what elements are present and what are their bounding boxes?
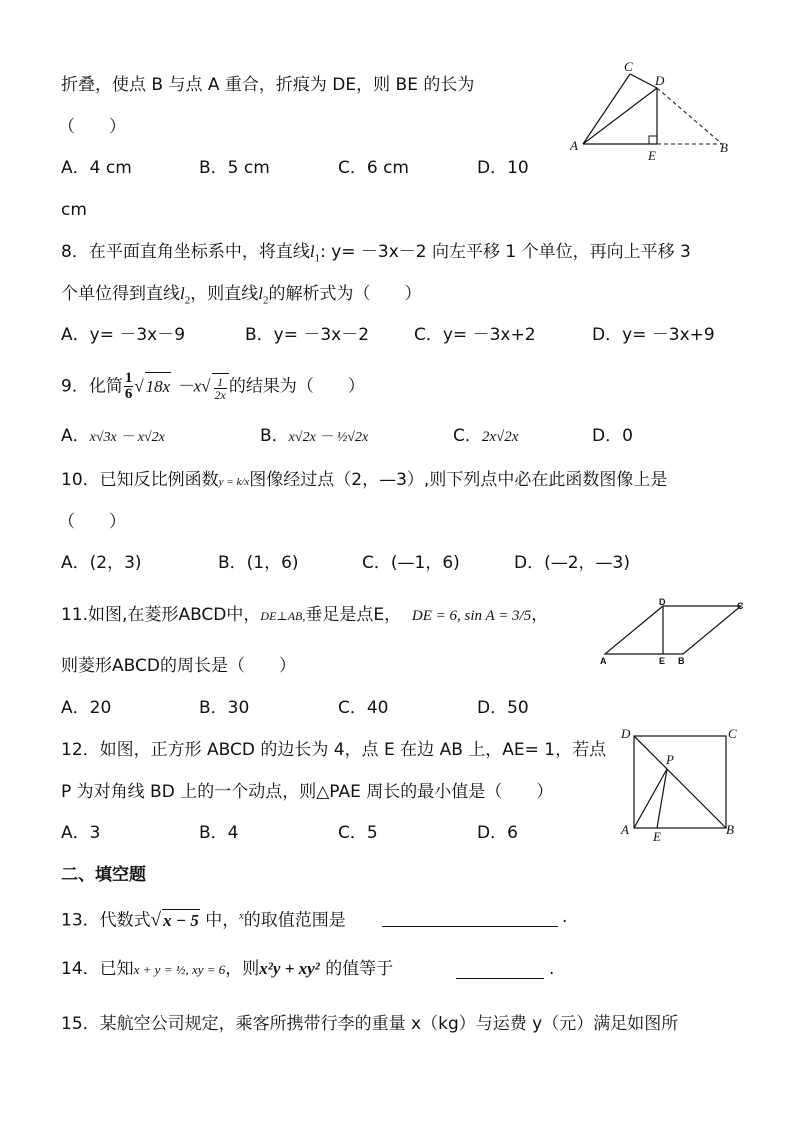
- q11-rhombus-figure: [595, 596, 755, 668]
- q12-label-a: A: [621, 822, 629, 837]
- q12-label-d: D: [621, 726, 631, 741]
- q12-option-c[interactable]: C．5: [338, 823, 378, 843]
- q8-option-a[interactable]: A．y= －3x－9: [61, 325, 186, 345]
- q11-label-a: A: [600, 656, 607, 666]
- q8-option-c[interactable]: C．y= －3x+2: [414, 325, 536, 345]
- q11-option-b[interactable]: B．30: [199, 698, 250, 718]
- q10-stem: 10．已知反比例函数y = k/x图像经过点（2，—3）,则下列点中必在此函数图像上是: [61, 470, 668, 490]
- q7-answer-paren: （ ）: [58, 117, 126, 137]
- q11-label-c: C: [737, 601, 744, 611]
- q13-end: .: [562, 907, 568, 927]
- q7-label-e: E: [648, 148, 656, 163]
- q13-stem: 13．代数式√ x − 5 中，$^x$的取值范围是: [61, 909, 346, 931]
- q10-option-c[interactable]: C．(—1，6): [362, 553, 460, 573]
- q12-label-b: B: [726, 822, 734, 837]
- q7-option-b[interactable]: B．5 cm: [199, 158, 270, 178]
- q9-option-c[interactable]: C．2x√2x: [453, 426, 519, 446]
- q9-option-b[interactable]: B．x√2x － ½√2x: [260, 426, 369, 446]
- q7-option-c[interactable]: C．6 cm: [338, 158, 409, 178]
- q12-label-c: C: [728, 726, 737, 741]
- q11-option-d[interactable]: D．50: [477, 698, 529, 718]
- q8-stem-line2: 个单位得到直线$l_2$，则直线$l_2$的解析式为（ ）: [61, 284, 422, 307]
- q12-square-figure: [618, 724, 748, 846]
- q11-stem-line1: 11.如图,在菱形ABCD中，DE⊥AB,垂足是点E， DE = 6, sin A = 3/5，: [61, 605, 549, 625]
- q11-option-a[interactable]: A．20: [61, 698, 112, 718]
- q12-stem-line2: P 为对角线 BD 上的一个动点，则△PAE 周长的最小值是（ ）: [61, 782, 554, 802]
- q12-label-p: P: [666, 752, 674, 767]
- q7-stem-line1: 折叠，使点 B 与点 A 重合，折痕为 DE，则 BE 的长为: [61, 75, 475, 95]
- q8-option-b[interactable]: B．y= －3x－2: [245, 325, 370, 345]
- q10-answer-paren: （ ）: [58, 512, 126, 532]
- q11-stem-line2: 则菱形ABCD的周长是（ ）: [61, 656, 296, 676]
- q7-label-b: B: [720, 140, 728, 155]
- q10-option-a[interactable]: A．(2，3): [61, 553, 142, 573]
- q7-option-d-unit: cm: [61, 200, 87, 220]
- q7-label-a: A: [570, 138, 578, 153]
- q11-label-b: B: [678, 656, 685, 666]
- q9-option-d[interactable]: D．0: [592, 426, 633, 446]
- q7-option-a[interactable]: A．4 cm: [61, 158, 132, 178]
- q9-option-a[interactable]: A．x√3x － x√2x: [61, 426, 165, 446]
- q7-label-d: D: [655, 73, 665, 88]
- q10-option-b[interactable]: B．(1，6): [218, 553, 299, 573]
- q7-fold-triangle-figure: [565, 58, 745, 168]
- q10-option-d[interactable]: D．(—2，—3): [514, 553, 630, 573]
- q12-stem-line1: 12．如图，正方形 ABCD 的边长为 4，点 E 在边 AB 上，AE= 1，若点: [61, 740, 607, 760]
- q12-option-d[interactable]: D．6: [477, 823, 518, 843]
- q12-label-e: E: [653, 829, 661, 844]
- q11-label-e: E: [659, 656, 666, 666]
- q15-stem: 15．某航空公司规定，乘客所携带行李的重量 x（kg）与运费 y（元）满足如图所: [61, 1014, 679, 1034]
- q8-stem-line1: 8．在平面直角坐标系中，将直线$l_1$: y= －3x－2 向左平移 1 个单位，再向上平移 3: [61, 242, 691, 265]
- q11-option-c[interactable]: C．40: [338, 698, 389, 718]
- q11-label-d: D: [659, 597, 666, 607]
- q14-end: .: [549, 959, 555, 979]
- q9-stem: 9．化简 $\frac{1}{6}$ √ 18x －x√ $\frac{1}{2x}$ 的结果为（ ）: [61, 370, 365, 402]
- q14-answer-blank[interactable]: [456, 960, 544, 979]
- q14-stem: 14．已知x + y = ½, xy = 6，则x²y + xy² 的值等于: [61, 959, 394, 979]
- q12-option-a[interactable]: A．3: [61, 823, 101, 843]
- q7-label-c: C: [624, 59, 633, 74]
- q13-answer-blank[interactable]: [382, 908, 558, 927]
- q12-option-b[interactable]: B．4: [199, 823, 239, 843]
- section-title-fill-in: 二、填空题: [61, 865, 146, 885]
- q8-option-d[interactable]: D．y= －3x+9: [592, 325, 715, 345]
- q7-option-d[interactable]: D．10: [477, 158, 529, 178]
